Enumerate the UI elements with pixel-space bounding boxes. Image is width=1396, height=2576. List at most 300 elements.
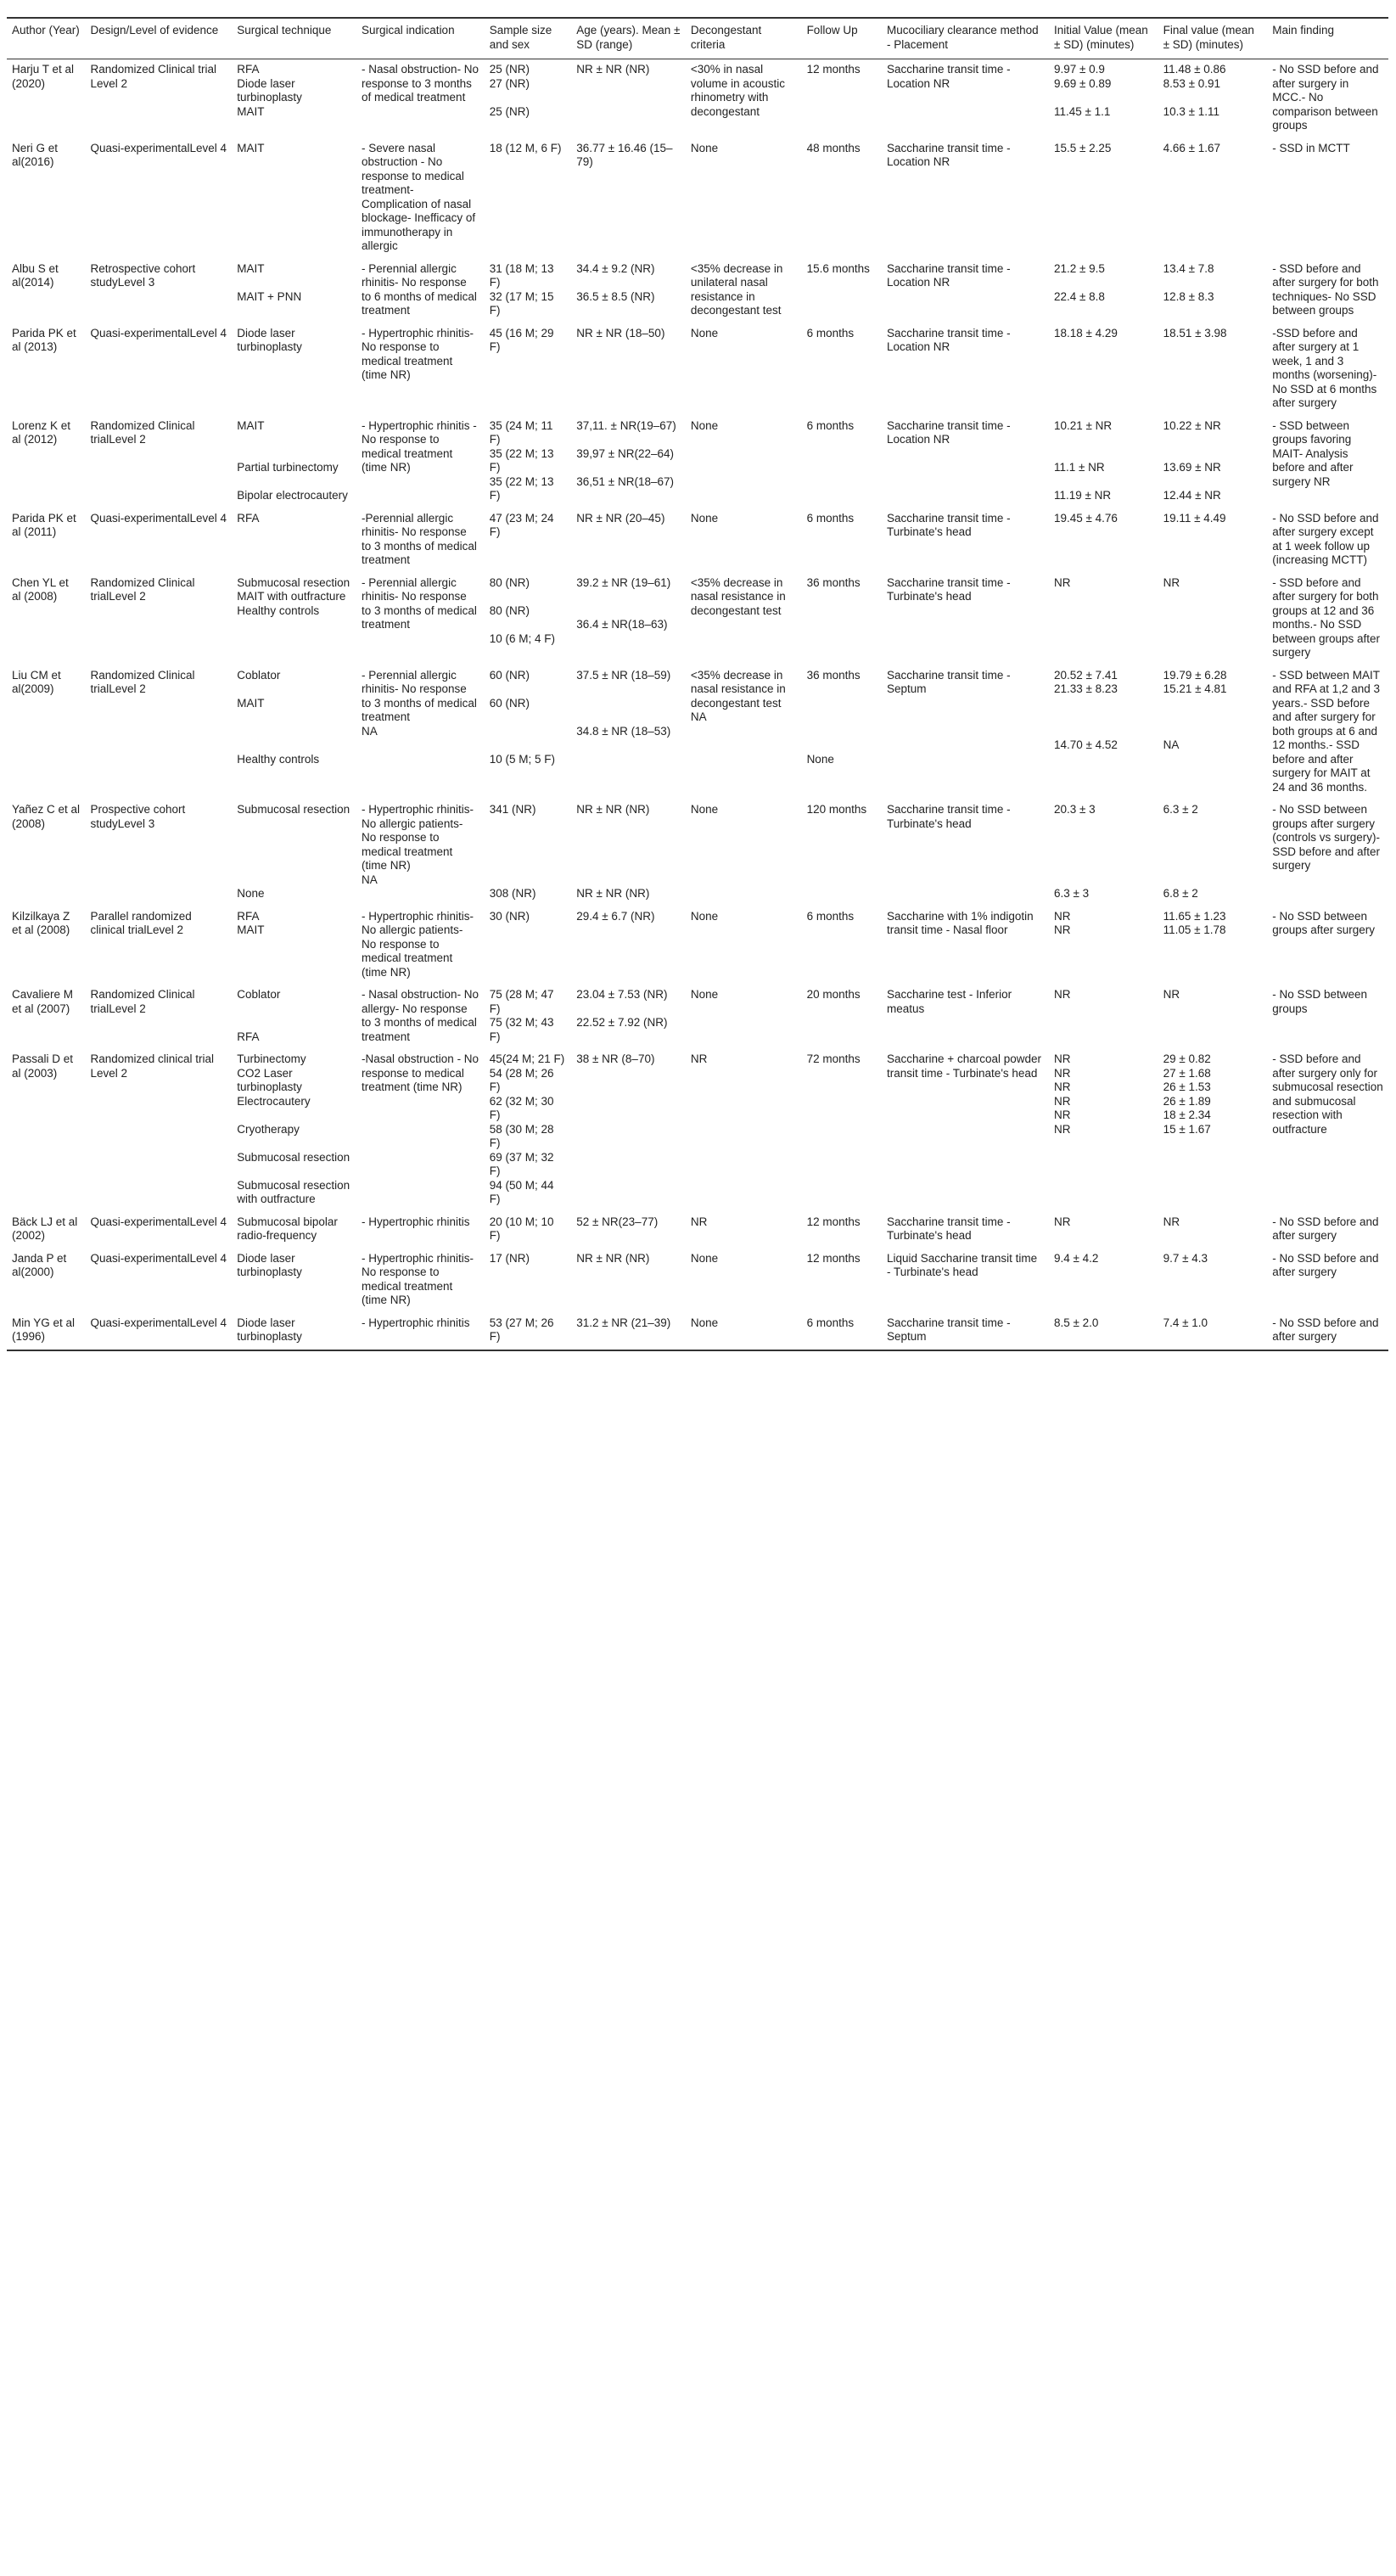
cell-text: NR <box>1163 575 1180 589</box>
cell-spacer <box>490 91 567 105</box>
cell-text: 11.1 ± NR <box>1053 461 1105 474</box>
cell-spacer <box>237 1165 351 1179</box>
cell-text: None <box>690 1316 719 1329</box>
cell-text: 11.05 ± 1.78 <box>1163 923 1226 936</box>
cell-spacer <box>576 1002 681 1017</box>
cell-text: NR <box>1053 1122 1071 1136</box>
table-row <box>7 508 1388 573</box>
cell-text: Parida PK et al (2011) <box>12 511 76 538</box>
header-follow-up: Follow Up <box>802 18 882 59</box>
cell-spacer <box>490 618 567 632</box>
cell-text: 10 (5 M; 5 F) <box>489 752 556 766</box>
cell-text: Randomized Clinical trialLevel 2 <box>90 418 195 446</box>
cell-text: 15.21 ± 4.81 <box>1163 682 1227 695</box>
cell-text: RFA <box>237 63 260 76</box>
cell-text: Healthy controls <box>237 752 320 766</box>
cell-text: <35% decrease in nasal resistance in decongestant test <box>690 668 786 710</box>
cell-text: 18 (12 M, 6 F) <box>489 141 562 154</box>
cell-author <box>7 800 85 906</box>
cell-text: 38 ± NR (8–70) <box>576 1052 655 1065</box>
cell-main-finding <box>1267 1212 1388 1249</box>
cell-decongestant <box>686 906 802 985</box>
cell-spacer <box>807 710 877 725</box>
cell-text: Min YG et al (1996) <box>12 1316 76 1343</box>
cell-spacer <box>1054 697 1153 711</box>
cell-text: Kilzilkaya Z et al (2008) <box>12 909 70 936</box>
cell-text: 6 months <box>806 511 855 525</box>
cell-text: 4.66 ± 1.67 <box>1163 141 1221 154</box>
cell-text: 9.97 ± 0.9 <box>1053 63 1105 76</box>
cell-text: - No SSD before and after surgery except at 1 week follow up (increasing MCTT) <box>1272 511 1379 566</box>
cell-text: 6 months <box>806 326 855 340</box>
cell-technique <box>232 906 356 985</box>
cell-follow-up <box>802 800 882 906</box>
cell-indication <box>356 800 485 906</box>
cell-text: Diode laser turbinoplasty <box>237 76 302 104</box>
cell-author <box>7 1249 85 1313</box>
cell-text: - No SSD before and after surgery in MCC.- No comparison between groups <box>1272 63 1379 132</box>
table-row <box>7 1313 1388 1350</box>
cell-follow-up <box>802 138 882 259</box>
cell-age <box>571 1249 686 1313</box>
cell-text: - Perennial allergic rhinitis- No response to 3 months of medical treatment <box>362 668 477 723</box>
cell-sample <box>485 1313 572 1350</box>
cell-text: - No SSD between groups after surgery <box>1272 909 1376 936</box>
cell-text: 7.4 ± 1.0 <box>1163 1316 1208 1329</box>
cell-text: 13.69 ± NR <box>1163 461 1221 474</box>
cell-text: 120 months <box>806 803 867 816</box>
cell-text: NR ± NR (NR) <box>576 887 650 900</box>
cell-text: MAIT <box>237 104 265 118</box>
cell-follow-up <box>802 1049 882 1212</box>
cell-text: None <box>690 141 719 154</box>
cell-initial-value <box>1049 1212 1158 1249</box>
table-row <box>7 800 1388 906</box>
cell-spacer <box>1163 447 1263 462</box>
cell-follow-up <box>802 416 882 508</box>
cell-text: NR <box>1053 575 1071 589</box>
cell-spacer <box>1054 725 1153 739</box>
cell-spacer <box>1054 433 1153 447</box>
cell-text: None <box>806 752 834 766</box>
cell-text: NR <box>690 1215 708 1228</box>
cell-text: Electrocautery <box>237 1094 311 1108</box>
cell-final-value <box>1158 800 1268 906</box>
cell-text: Harju T et al (2020) <box>12 63 75 90</box>
cell-text: <30% in nasal volume in acoustic rhinometry with decongestant <box>690 63 785 118</box>
cell-text: - Severe nasal obstruction - No response to medical treatment- Complication of nasal blockage- Inefficacy of immunotherapy in allergic <box>362 141 476 252</box>
cell-text: 22.52 ± 7.92 (NR) <box>576 1016 668 1029</box>
cell-spacer <box>1054 710 1153 725</box>
cell-spacer <box>807 697 877 711</box>
cell-author <box>7 323 85 416</box>
cell-follow-up <box>802 323 882 416</box>
cell-spacer <box>1054 831 1153 845</box>
cell-sample <box>485 416 572 508</box>
cell-initial-value <box>1049 259 1158 323</box>
cell-text: 10 (6 M; 4 F) <box>489 631 556 645</box>
cell-text: Coblator <box>237 988 281 1001</box>
cell-text: 10.22 ± NR <box>1163 418 1221 432</box>
cell-text: Saccharine test - Inferior meatus <box>887 988 1012 1015</box>
cell-indication <box>356 665 485 800</box>
cell-spacer <box>490 590 567 604</box>
cell-text: Saccharine transit time - Septum <box>887 668 1011 695</box>
cell-text: Passali D et al (2003) <box>12 1052 74 1080</box>
cell-text: - No SSD between groups after surgery (controls vs surgery)- SSD before and after surgery <box>1272 803 1381 872</box>
cell-text: NR <box>1163 1215 1180 1228</box>
cell-text: 21.33 ± 8.23 <box>1053 682 1118 695</box>
cell-text: Saccharine transit time - Location NR <box>887 418 1011 446</box>
cell-design <box>85 323 232 416</box>
header-technique: Surgical technique <box>232 18 356 59</box>
cell-final-value <box>1158 1049 1268 1212</box>
cell-design <box>85 665 232 800</box>
cell-design <box>85 573 232 665</box>
cell-main-finding <box>1267 1313 1388 1350</box>
cell-text: Randomized Clinical trialLevel 2 <box>90 988 195 1015</box>
cell-age <box>571 416 686 508</box>
cell-text: 32 (17 M; 15 F) <box>489 289 554 317</box>
cell-text: - Hypertrophic rhinitis <box>362 1316 470 1329</box>
cell-text: Submucosal resection with outfracture <box>237 1178 350 1205</box>
cell-indication <box>356 416 485 508</box>
cell-text: 47 (23 M; 24 F) <box>489 511 554 538</box>
table-row <box>7 665 1388 800</box>
header-decongestant: Decongestant criteria <box>686 18 802 59</box>
cell-spacer <box>576 461 681 475</box>
cell-text: MAIT <box>237 696 265 710</box>
cell-spacer <box>807 738 877 753</box>
cell-text: 20 (10 M; 10 F) <box>489 1215 554 1242</box>
cell-method <box>882 1212 1049 1249</box>
cell-main-finding <box>1267 59 1388 138</box>
cell-text: Quasi-experimentalLevel 4 <box>90 141 227 154</box>
cell-age <box>571 508 686 573</box>
cell-follow-up <box>802 1313 882 1350</box>
cell-spacer <box>490 682 567 697</box>
cell-text: MAIT <box>237 923 265 936</box>
cell-text: 12 months <box>806 1215 861 1228</box>
cell-initial-value <box>1049 665 1158 800</box>
studies-table <box>7 17 1388 1351</box>
cell-main-finding <box>1267 906 1388 985</box>
cell-follow-up <box>802 665 882 800</box>
cell-author <box>7 573 85 665</box>
table-row <box>7 59 1388 138</box>
cell-text: 17 (NR) <box>489 1251 530 1265</box>
cell-author <box>7 1049 85 1212</box>
cell-text: Quasi-experimentalLevel 4 <box>90 1316 227 1329</box>
cell-text: 9.4 ± 4.2 <box>1053 1251 1099 1265</box>
header-initial-value: Initial Value (mean ± SD) (minutes) <box>1049 18 1158 59</box>
cell-text: None <box>690 511 719 525</box>
cell-spacer <box>576 859 681 873</box>
cell-text: - No SSD between groups <box>1272 988 1368 1015</box>
cell-text: Randomized Clinical trialLevel 2 <box>90 575 195 603</box>
cell-sample <box>485 665 572 800</box>
cell-text: 8.53 ± 0.91 <box>1163 76 1221 90</box>
cell-spacer <box>1054 276 1153 290</box>
cell-indication <box>356 906 485 985</box>
cell-text: Cavaliere M et al (2007) <box>12 988 74 1015</box>
cell-technique <box>232 1249 356 1313</box>
cell-initial-value <box>1049 59 1158 138</box>
cell-decongestant <box>686 416 802 508</box>
cell-text: Saccharine transit time - Turbinate's head <box>887 575 1011 603</box>
cell-initial-value <box>1049 138 1158 259</box>
cell-spacer <box>237 859 351 873</box>
cell-sample <box>485 1212 572 1249</box>
cell-spacer <box>237 831 351 845</box>
cell-spacer <box>1054 859 1153 873</box>
cell-decongestant <box>686 508 802 573</box>
cell-text: Bäck LJ et al (2002) <box>12 1215 78 1242</box>
cell-text: 80 (NR) <box>489 603 530 617</box>
cell-text: MAIT <box>237 141 265 154</box>
cell-text: 35 (24 M; 11 F) <box>489 418 553 446</box>
cell-text: Bipolar electrocautery <box>237 489 348 502</box>
cell-text: -Perennial allergic rhinitis- No response to 3 months of medical treatment <box>362 511 477 566</box>
cell-text: 19.45 ± 4.76 <box>1053 511 1118 525</box>
cell-decongestant <box>686 59 802 138</box>
cell-decongestant <box>686 138 802 259</box>
cell-author <box>7 508 85 573</box>
cell-design <box>85 906 232 985</box>
cell-spacer <box>1054 475 1153 490</box>
cell-spacer <box>1054 447 1153 462</box>
cell-text: - No SSD before and after surgery <box>1272 1215 1379 1242</box>
table-row <box>7 323 1388 416</box>
cell-text: 36 months <box>806 668 861 682</box>
cell-spacer <box>1054 873 1153 888</box>
cell-text: Liu CM et al(2009) <box>12 668 61 695</box>
cell-text: 6.3 ± 2 <box>1163 803 1198 816</box>
cell-spacer <box>1054 91 1153 105</box>
cell-text: Turbinectomy <box>237 1052 306 1065</box>
cell-text: CO2 Laser turbinoplasty <box>237 1066 302 1093</box>
cell-text: Saccharine + charcoal powder transit time - Turbinate's head <box>887 1052 1041 1080</box>
cell-spacer <box>490 817 567 832</box>
cell-spacer <box>490 710 567 725</box>
cell-main-finding <box>1267 416 1388 508</box>
cell-final-value <box>1158 416 1268 508</box>
cell-text: Chen YL et al (2008) <box>12 575 69 603</box>
header-method: Mucociliary clearance method - Placement <box>882 18 1049 59</box>
cell-text: 58 (30 M; 28 F) <box>489 1122 554 1149</box>
cell-text: NR ± NR (NR) <box>576 1251 650 1265</box>
cell-text: 54 (28 M; 26 F) <box>489 1066 554 1093</box>
cell-text: Quasi-experimentalLevel 4 <box>90 326 227 340</box>
cell-spacer <box>1163 817 1263 832</box>
cell-indication <box>356 259 485 323</box>
cell-method <box>882 508 1049 573</box>
cell-spacer <box>576 817 681 832</box>
cell-text: Coblator <box>237 668 281 682</box>
cell-technique <box>232 259 356 323</box>
cell-text: 36 months <box>806 575 861 589</box>
cell-text: 26 ± 1.53 <box>1163 1080 1211 1093</box>
cell-spacer <box>490 738 567 753</box>
header-main-finding: Main finding <box>1267 18 1388 59</box>
cell-text: NA <box>362 873 378 886</box>
cell-text: - Hypertrophic rhinitis- No allergic patients- No response to medical treatment (time NR) <box>362 909 474 979</box>
cell-spacer <box>807 725 877 739</box>
cell-text: - SSD before and after surgery only for submucosal resection and submucosal resection with outfracture <box>1272 1052 1383 1136</box>
cell-text: Albu S et al(2014) <box>12 261 59 289</box>
cell-text: None <box>690 803 719 816</box>
cell-text: - No SSD before and after surgery <box>1272 1316 1379 1343</box>
cell-indication <box>356 1049 485 1212</box>
cell-text: 18 ± 2.34 <box>1163 1108 1211 1121</box>
cell-author <box>7 1313 85 1350</box>
cell-design <box>85 59 232 138</box>
cell-main-finding <box>1267 665 1388 800</box>
cell-text: NR <box>1163 988 1180 1001</box>
cell-indication <box>356 573 485 665</box>
cell-method <box>882 1313 1049 1350</box>
cell-technique <box>232 1049 356 1212</box>
cell-sample <box>485 800 572 906</box>
cell-text: NR <box>1053 1108 1071 1121</box>
cell-text: -Nasal obstruction - No response to medical treatment (time NR) <box>362 1052 479 1093</box>
cell-spacer <box>1163 710 1263 725</box>
cell-text: 20.52 ± 7.41 <box>1053 668 1118 682</box>
cell-technique <box>232 508 356 573</box>
cell-text: None <box>690 418 719 432</box>
cell-age <box>571 1049 686 1212</box>
cell-spacer <box>576 873 681 888</box>
cell-text: 75 (32 M; 43 F) <box>489 1016 554 1043</box>
cell-technique <box>232 573 356 665</box>
cell-text: Yañez C et al (2008) <box>12 803 81 830</box>
cell-spacer <box>237 1108 351 1123</box>
cell-text: MAIT + PNN <box>237 289 302 303</box>
cell-text: 20.3 ± 3 <box>1053 803 1096 816</box>
cell-technique <box>232 1212 356 1249</box>
cell-text: - SSD between MAIT and RFA at 1,2 and 3 years.- SSD before and after surgery for both groups at 6 and 12 months.- SSD before and after surgery for MAIT at 24 and 36 months. <box>1272 668 1381 794</box>
cell-spacer <box>1163 276 1263 290</box>
cell-author <box>7 665 85 800</box>
cell-spacer <box>237 873 351 888</box>
cell-text: 62 (32 M; 30 F) <box>489 1094 554 1121</box>
cell-sample <box>485 906 572 985</box>
cell-method <box>882 323 1049 416</box>
cell-text: Parida PK et al (2013) <box>12 326 76 353</box>
cell-initial-value <box>1049 323 1158 416</box>
cell-spacer <box>1054 845 1153 860</box>
cell-decongestant <box>686 800 802 906</box>
cell-spacer <box>237 738 351 753</box>
cell-text: Saccharine transit time - Turbinate's head <box>887 511 1011 538</box>
cell-spacer <box>576 276 681 290</box>
cell-sample <box>485 323 572 416</box>
cell-text: NR <box>1053 1052 1071 1065</box>
cell-age <box>571 259 686 323</box>
cell-indication <box>356 1212 485 1249</box>
cell-age <box>571 665 686 800</box>
cell-spacer <box>237 725 351 739</box>
cell-spacer <box>237 1136 351 1151</box>
cell-text: 35 (22 M; 13 F) <box>489 474 554 502</box>
cell-text: Janda P et al(2000) <box>12 1251 67 1278</box>
cell-text: NR <box>1053 1094 1071 1108</box>
cell-text: 27 (NR) <box>489 76 530 90</box>
cell-text: 9.7 ± 4.3 <box>1163 1251 1208 1265</box>
cell-method <box>882 573 1049 665</box>
cell-text: RFA <box>237 1030 260 1043</box>
cell-text: 52 ± NR(23–77) <box>576 1215 659 1228</box>
cell-decongestant <box>686 573 802 665</box>
cell-spacer <box>237 845 351 860</box>
cell-spacer <box>576 433 681 447</box>
cell-indication <box>356 1249 485 1313</box>
cell-text: - No SSD before and after surgery <box>1272 1251 1379 1278</box>
cell-text: 45 (16 M; 29 F) <box>489 326 554 353</box>
cell-sample <box>485 508 572 573</box>
cell-follow-up <box>802 573 882 665</box>
cell-design <box>85 259 232 323</box>
cell-text: Quasi-experimentalLevel 4 <box>90 1215 227 1228</box>
cell-text: NR <box>1053 909 1071 923</box>
cell-spacer <box>576 831 681 845</box>
cell-spacer <box>1163 859 1263 873</box>
cell-spacer <box>1163 845 1263 860</box>
cell-text: Retrospective cohort studyLevel 3 <box>90 261 196 289</box>
cell-text: 37.5 ± NR (18–59) <box>576 668 671 682</box>
cell-initial-value <box>1049 1249 1158 1313</box>
cell-final-value <box>1158 1249 1268 1313</box>
cell-technique <box>232 800 356 906</box>
cell-sample <box>485 1249 572 1313</box>
cell-text: None <box>690 1251 719 1265</box>
cell-decongestant <box>686 1313 802 1350</box>
cell-design <box>85 1249 232 1313</box>
cell-text: 6 months <box>806 1316 855 1329</box>
cell-design <box>85 1313 232 1350</box>
cell-text: 12.8 ± 8.3 <box>1163 289 1214 303</box>
cell-design <box>85 508 232 573</box>
cell-text: Submucosal bipolar radio-frequency <box>237 1215 338 1242</box>
cell-author <box>7 138 85 259</box>
cell-technique <box>232 138 356 259</box>
cell-design <box>85 138 232 259</box>
cell-spacer <box>237 276 351 290</box>
cell-text: NR ± NR (20–45) <box>576 511 665 525</box>
cell-spacer <box>1163 475 1263 490</box>
cell-text: 34.8 ± NR (18–53) <box>576 724 671 738</box>
cell-spacer <box>237 447 351 462</box>
cell-text: - SSD between groups favoring MAIT- Analysis before and after surgery NR <box>1272 418 1354 488</box>
cell-spacer <box>576 697 681 711</box>
cell-decongestant <box>686 1212 802 1249</box>
cell-spacer <box>807 682 877 697</box>
cell-text: 15 ± 1.67 <box>1163 1122 1211 1136</box>
cell-spacer <box>576 682 681 697</box>
cell-text: Submucosal resection <box>237 803 350 816</box>
cell-text: - Nasal obstruction- No response to 3 months of medical treatment <box>362 63 479 104</box>
cell-text: 11.65 ± 1.23 <box>1163 909 1226 923</box>
cell-final-value <box>1158 323 1268 416</box>
cell-text: None <box>690 326 719 340</box>
cell-age <box>571 573 686 665</box>
cell-text: 34.4 ± 9.2 (NR) <box>576 261 655 275</box>
cell-text: - SSD before and after surgery for both groups at 12 and 36 months.- No SSD between groups after surgery <box>1272 575 1381 659</box>
cell-technique <box>232 665 356 800</box>
table-row <box>7 259 1388 323</box>
cell-text: 25 (NR) <box>489 104 530 118</box>
cell-technique <box>232 985 356 1049</box>
